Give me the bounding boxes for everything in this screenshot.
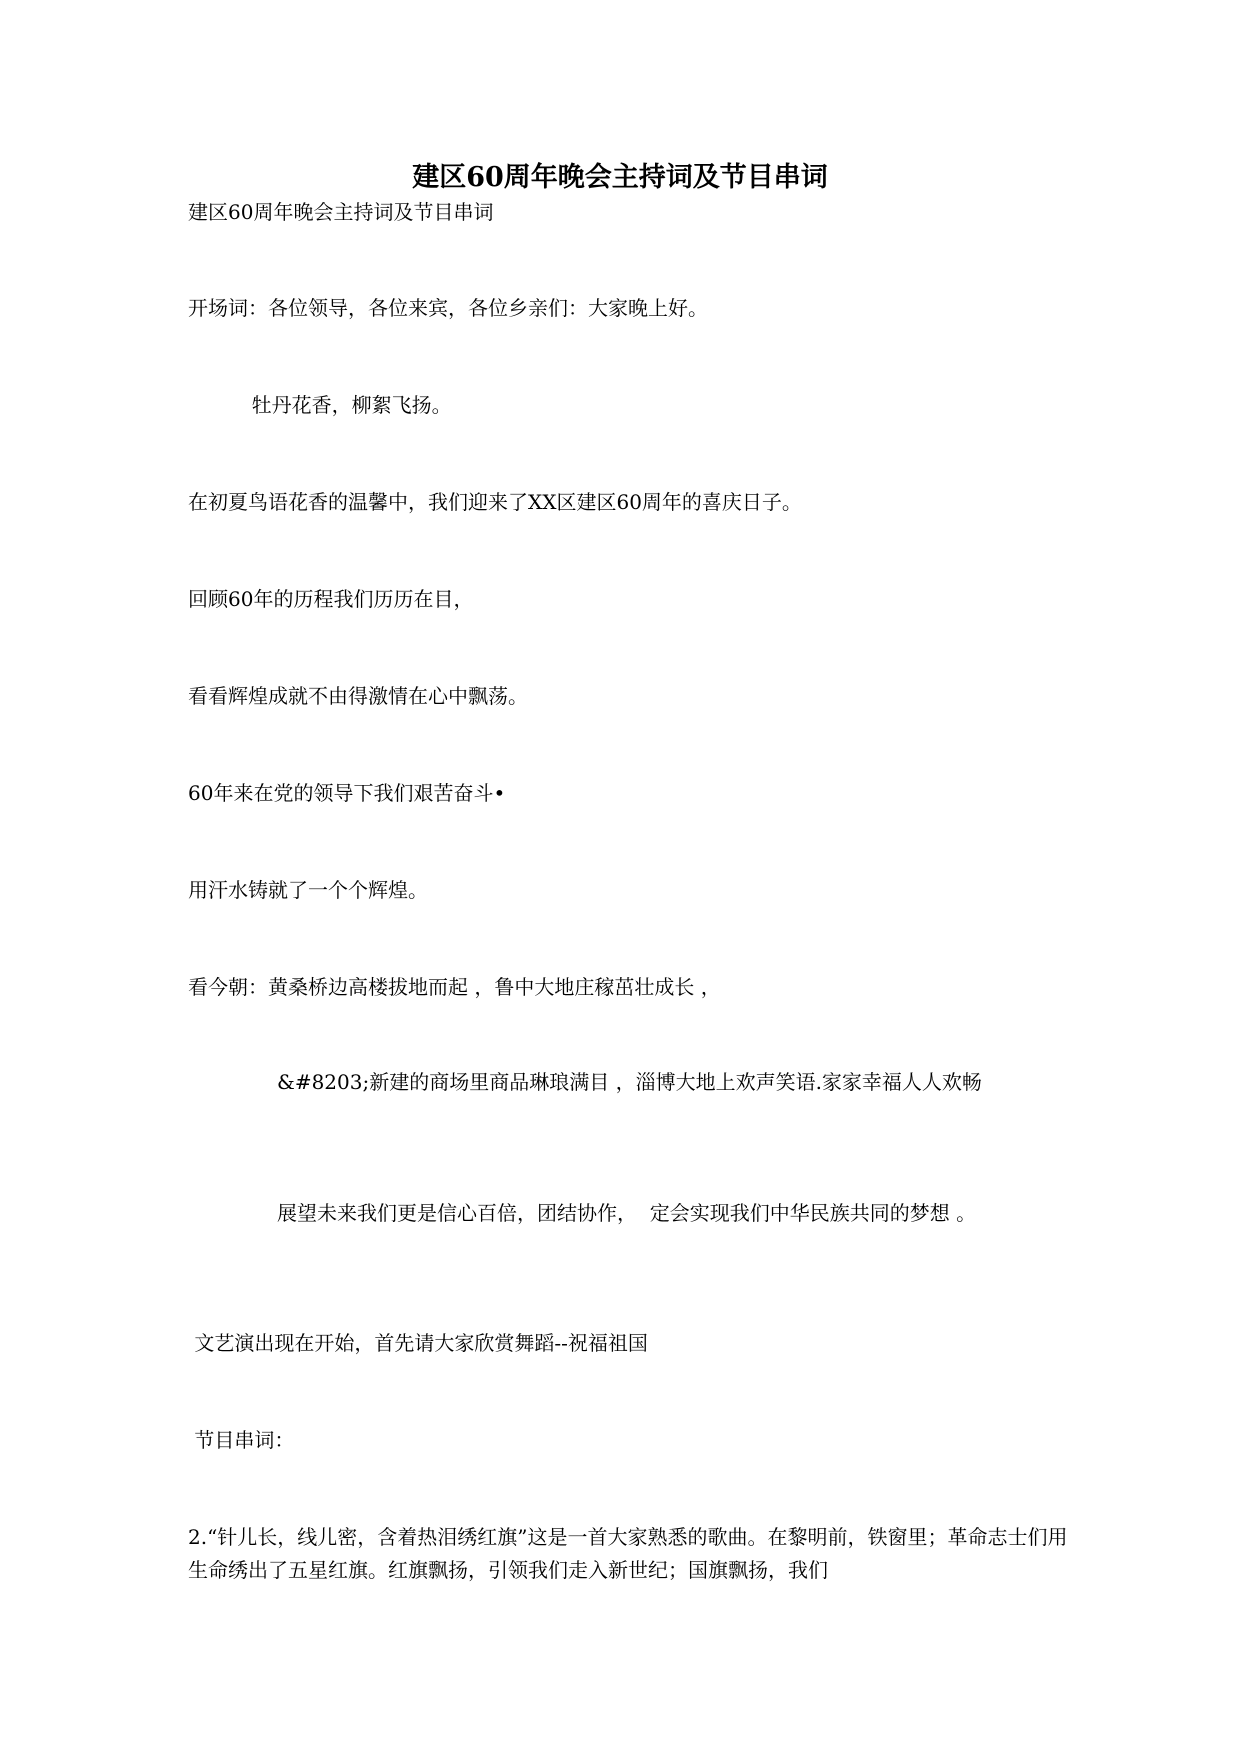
paragraph: 展望未来我们更是信心百倍，团结协作， 定会实现我们中华民族共同的梦想 。: [188, 1201, 977, 1225]
subtitle-paragraph: 建区60周年晚会主持词及节目串词: [188, 200, 494, 224]
paragraph: 60年来在党的领导下我们艰苦奋斗•: [188, 781, 506, 805]
paragraph: 回顾60年的历程我们历历在目，: [188, 587, 474, 611]
section-heading: 节目串词：: [188, 1428, 295, 1452]
paragraph: 文艺演出现在开始，首先请大家欣赏舞蹈--祝福祖国: [188, 1331, 648, 1355]
paragraph: 在初夏鸟语花香的温馨中，我们迎来了XX区建区60周年的喜庆日子。: [188, 490, 802, 514]
paragraph: 用汗水铸就了一个个辉煌。: [188, 878, 428, 902]
paragraph: 看看辉煌成就不由得激情在心中飘荡。: [188, 684, 528, 708]
paragraph: 2.“针儿长，线儿密，含着热泪绣红旗”这是一首大家熟悉的歌曲。在黎明前，铁窗里；革命志士们用生命绣出了五星红旗。红旗飘扬，引领我们走入新世纪；国旗飘扬，我们: [188, 1525, 1068, 1582]
opening-paragraph: 开场词：各位领导，各位来宾，各位乡亲们：大家晚上好。: [188, 296, 708, 320]
paragraph: 看今朝：黄桑桥边高楼拔地而起 ，鲁中大地庄稼茁壮成长 ，: [188, 975, 721, 999]
paragraph: &#8203;新建的商场里商品琳琅满目 ，淄博大地上欢声笑语.家家幸福人人欢畅: [188, 1070, 982, 1094]
paragraph: 牡丹花香，柳絮飞扬。: [188, 393, 452, 417]
document-title: 建区60周年晚会主持词及节目串词: [412, 162, 828, 193]
